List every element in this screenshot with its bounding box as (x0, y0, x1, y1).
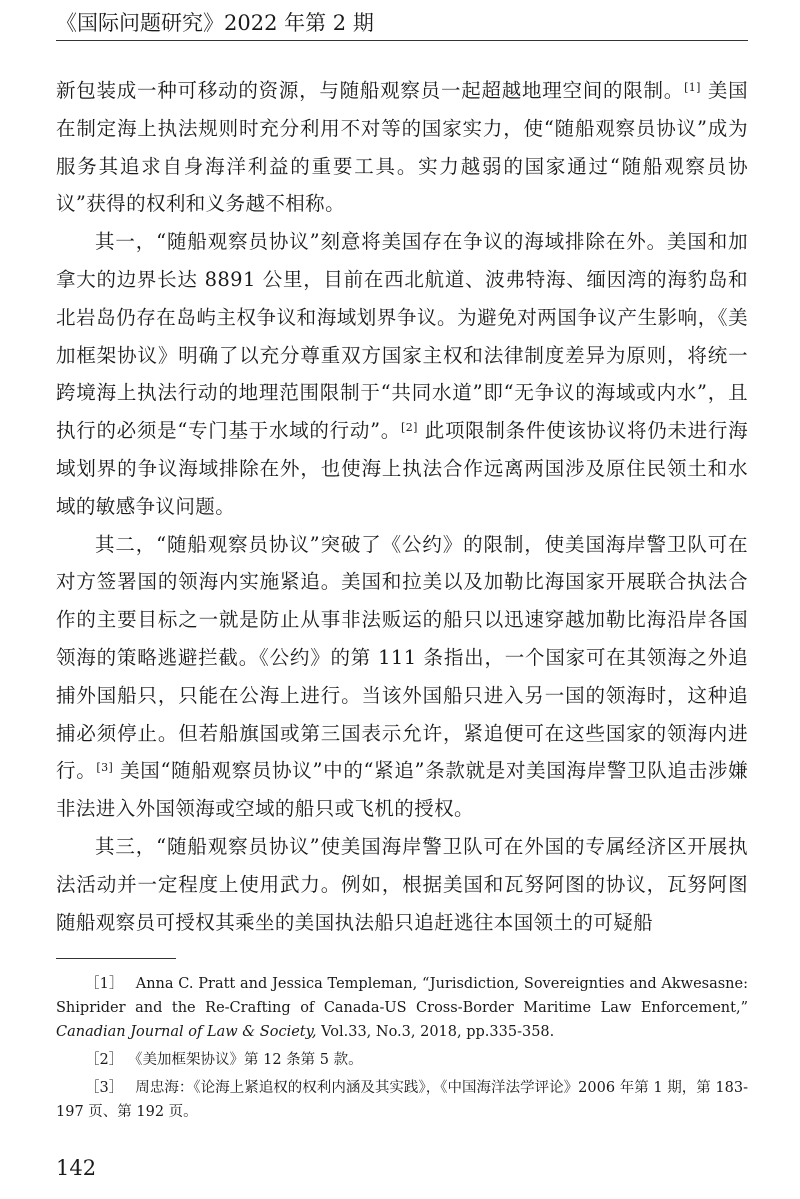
paragraph-text: 美国“随船观察员协议”中的“紧追”条款就是对美国海岸警卫队追击涉嫌非法进入外国领海或空域的船只或飞机的授权。 (56, 759, 748, 821)
footnote-ref[interactable]: [2] (401, 421, 418, 435)
page-number: 142 (56, 1156, 97, 1180)
journal-title: 《国际问题研究》2022 年第 2 期 (56, 11, 374, 35)
paragraph (56, 223, 748, 525)
footnote-mark: ［1］ (85, 976, 124, 992)
footnote (56, 1076, 748, 1124)
footnote-mark: ［3］ (85, 1080, 124, 1096)
footnote-journal: Canadian Journal of Law & Society, (56, 1024, 317, 1040)
footnote-text: 《美加框架协议》第 12 条第 5 款。 (135, 1052, 363, 1068)
paragraph (56, 828, 748, 941)
paragraph-text: 新包装成一种可移动的资源，与随船观察员一起超越地理空间的限制。 (56, 79, 685, 102)
footnote-ref[interactable]: [1] (684, 81, 701, 94)
paragraph (56, 72, 748, 223)
footnote-text: 周忠海：《论海上紧追权的权利内涵及其实践》，《中国海洋法学评论》2006 年第 1 期，第 183-197 页、第 192 页。 (56, 1080, 748, 1120)
running-header (56, 8, 748, 41)
paragraph (56, 526, 748, 828)
footnote-text: Anna C. Pratt and Jessica Templeman, “Jurisdiction, Sovereignties and Akwesasne: Shiprider and the Re-Crafting of Canada-US Cross-Border Maritime Law Enforcement,” (56, 976, 748, 1016)
footnote (56, 972, 748, 1044)
body-text (56, 72, 748, 941)
footnote (56, 1048, 748, 1072)
footnote-text: Vol.33, No.3, 2018, pp.335-358. (316, 1024, 555, 1040)
paragraph-text: 其三，“随船观察员协议”使美国海岸警卫队可在外国的专属经济区开展执法活动并一定程度上使用武力。例如，根据美国和瓦努阿图的协议，瓦努阿图随船观察员可授权其乘坐的美国执法船只追赶逃往本国领土的可疑船 (56, 834, 748, 934)
footnote-divider (56, 958, 176, 959)
footnote-ref[interactable]: [3] (96, 761, 114, 775)
footnotes (56, 972, 748, 1128)
paragraph-text: 美国在制定海上执法规则时充分利用不对等的国家实力，使“随船观察员协议”成为服务其追求自身海洋利益的重要工具。实力越弱的国家通过“随船观察员协议”获得的权利和义务越不相称。 (56, 79, 748, 216)
paragraph-text: 其二，“随船观察员协议”突破了《公约》的限制，使美国海岸警卫队可在对方签署国的领海内实施紧追。美国和拉美以及加勒比海国家开展联合执法合作的主要目标之一就是防止从事非法贩运的船只以迅速穿越加勒比海沿岸各国领海的策略逃避拦截。《公约》的第 111 条指出，一个国家可在其领海之外追捕外国船只，只能在公海上进行。当该外国船只进入另一国的领海时，这种追捕必须停止。但若船旗国或第三国表示允许，紧追便可在这些国家的领海内进行。 (56, 532, 748, 783)
footnote-mark: ［2］ (85, 1052, 124, 1068)
paragraph-text: 其一，“随船观察员协议”刻意将美国存在争议的海域排除在外。美国和加拿大的边界长达 8891 公里，目前在西北航道、波弗特海、缅因湾的海豹岛和北岩岛仍存在岛屿主权争议和海域划界争议。为避免对两国争议产生影响，《美加框架协议》明确了以充分尊重双方国家主权和法律制度差异为原则，将统一跨境海上执法行动的地理范围限制于“共同水道”即“无争议的海域或内水”，且执行的必须是“专门基于水域的行动”。 (56, 230, 748, 443)
paragraph-text: 此项限制条件使该协议将仍未进行海域划界的争议海域排除在外，也使海上执法合作远离两国涉及原住民领土和水域的敏感争议问题。 (56, 419, 749, 518)
